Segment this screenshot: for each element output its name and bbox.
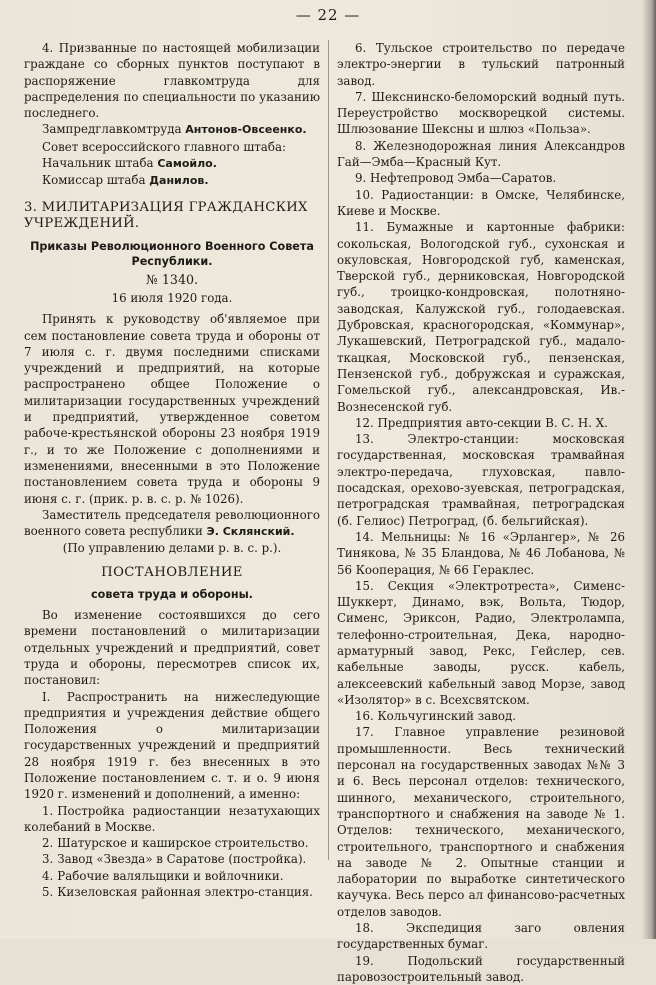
list-item: 14. Мельницы: № 16 «Эрлангер», № 26 Тинякова, № 35 Бландова, № 46 Лобанова, № 56 Кооперация, № 66 Гераклес. bbox=[337, 529, 625, 577]
list-item: 19. Подольский государственный паровозостроительный завод. bbox=[337, 953, 625, 984]
signature-line: Зампредглавкомтруда Антонов-Овсеенко. bbox=[42, 122, 307, 137]
signer-name: Э. Склянский. bbox=[206, 525, 295, 539]
order-number: № 1340. bbox=[146, 271, 198, 287]
enterprise-list bbox=[24, 803, 320, 901]
order-text: Принять к руководству об'являемое при сем постановление совета труда и обороны от 7 июля с. г. двумя последними списками учреждений и предприятий, на которые распространено общее Положение о милитаризации государственных учреждений и предприятий, утвержденное советом рабоче-крестьянской обороны 23 ноября 1919 г., и то же Положение с дополнениями и изменениями, внесенными в это Положение постановлением совета труда и обороны 9 июня с. г. (прик. р. в. с. р. № 1026). bbox=[24, 312, 320, 506]
list-item: 16. Кольчугинский завод. bbox=[355, 709, 516, 724]
decree-paragraph-1: I. Распространить на нижеследующие предприятия и учреждения действие общего Положения о милитаризации государственных учреждений и предприятий 28 ноября 1919 г. без внесенных в это Положение постановлением с. т. и о. 9 июня 1920 г. изменений и дополнений, а именно: bbox=[24, 689, 320, 802]
left-column bbox=[24, 40, 320, 900]
list-item: 8. Железнодорожная линия Александров Гай—Эмба—Красный Кут. bbox=[337, 138, 625, 170]
list-item: 6. Тульское строительство по передаче электро-энергии в тульский патронный завод. bbox=[337, 41, 625, 88]
orders-heading: Приказы Революционного Военного Совета Республики. bbox=[30, 239, 314, 268]
signature-line: Совет всероссийского главного штаба: bbox=[42, 139, 286, 154]
list-item: 11. Бумажные и картонные фабрики: сокольская, Вологодской губ., сухонская и окуловская, Новгородской губ, каменская, Тверской губ., дерниковская, Новгородской губ., троицко-кондровская, полотняно-заводская, Калужской губ., голодаевская. Дубровская, красногородская, «Коммунар», Лукашевский, Петроградской губ., мадало-ткацкая, Московской губ., пензенская, Пензенской губ., добружская и суражская, Гомельской губ., александровская, Ив.-Вознесенской губ. bbox=[337, 220, 625, 414]
list-item: 7. Шекснинско-беломорский водный путь. Переустройство москворецкой системы. Шлюзование Шексны и шлюз «Польза». bbox=[337, 89, 625, 137]
decree-subtitle: совета труда и обороны. bbox=[91, 588, 253, 602]
signature-line: Начальник штаба Самойло. bbox=[42, 156, 217, 171]
list-item: 12. Предприятия авто-секции В. С. Н. Х. bbox=[355, 415, 608, 430]
signer-name: Самойло. bbox=[157, 157, 217, 171]
list-item: 3. Завод «Звезда» в Саратове (постройка). bbox=[42, 852, 307, 867]
order-date: 16 июля 1920 года. bbox=[111, 290, 233, 305]
page-number: — 22 — bbox=[295, 6, 361, 24]
signature-line: Комиссар штаба Данилов. bbox=[42, 173, 209, 188]
list-item: 4. Рабочие валяльщики и войлочники. bbox=[42, 868, 284, 883]
list-item: 18. Экспедиция заго овления государственных бумаг. bbox=[337, 921, 625, 952]
list-item: 9. Нефтепровод Эмба—Саратов. bbox=[355, 171, 557, 186]
section-heading: 3. МИЛИТАРИЗАЦИЯ ГРАЖДАНСКИХ УЧРЕЖДЕНИЙ. bbox=[24, 199, 308, 232]
list-item: 2. Шатурское и каширское строительство. bbox=[42, 836, 309, 851]
page-edge-shadow bbox=[642, 0, 656, 939]
signer-name: Антонов-Овсеенко. bbox=[185, 123, 307, 137]
list-item: 15. Секция «Электротреста», Сименс-Шуккерт, Динамо, вэк, Вольта, Тюдор, Сименс, Эриксон, Радио, Электролампа, телефонно-строительная, Дека, народно-арматурный завод, Рекс, Гейслер, сев. кабельные заводы, русск. кабель, алексеевский кабельный завод Морзе, завод «Изолятор» в с. Всехсвятском. bbox=[337, 578, 625, 707]
by-direction-note: (По управлению делами р. в. с. р.). bbox=[62, 541, 282, 556]
signer-name: Данилов. bbox=[149, 174, 209, 188]
deputy-signature: Заместитель председателя революционного военного совета республики Э. Склянский. bbox=[24, 507, 320, 539]
list-item: 10. Радиостанции: в Омске, Челябинске, Киеве и Москве. bbox=[337, 187, 625, 218]
decree-intro: Во изменение состоявшихся до сего времени постановлений о милитаризации отдельных учреждений и предприятий, совет труда и обороны, пересмотрев список их, постановил: bbox=[24, 608, 320, 688]
list-item: 1. Постройка радиостанции незатухающих колебаний в Москве. bbox=[24, 803, 320, 834]
paragraph-item-4: 4. Призванные по настоящей мобилизации граждане со сборных пунктов поступают в распоряжение главкомтруда для распределения по специальности по указанию последнего. bbox=[24, 41, 320, 121]
list-item: 17. Главное управление резиновой промышленности. Весь технический персонал на государственных заводах №№ 3 и 6. Весь персонал отделов: технического, шинного, механического, строительного, транспортного и снабжения на заводе № 1. Отделов: технического, механического, строительного, транспортного и снабжения на заводе № 2. Опытные станции и лаборатории по выработке синтетического каучука. Весь персо ал финансово-расчетных отделов заводов. bbox=[337, 725, 625, 919]
list-item: 5. Кизеловская районная электро-станция. bbox=[42, 885, 313, 900]
list-item: 13. Электро-станции: московская государственная, московская трамвайная электро-передача, глуховская, павло-посадская, орехово-зуевская, петроградская, петроградская трамвайная, петроградская (б. Гелиос) Петроград, (б. бельгийская). bbox=[337, 432, 625, 528]
decree-title: ПОСТАНОВЛЕНИЕ bbox=[101, 564, 243, 580]
right-column bbox=[337, 40, 625, 985]
column-divider bbox=[328, 40, 329, 860]
